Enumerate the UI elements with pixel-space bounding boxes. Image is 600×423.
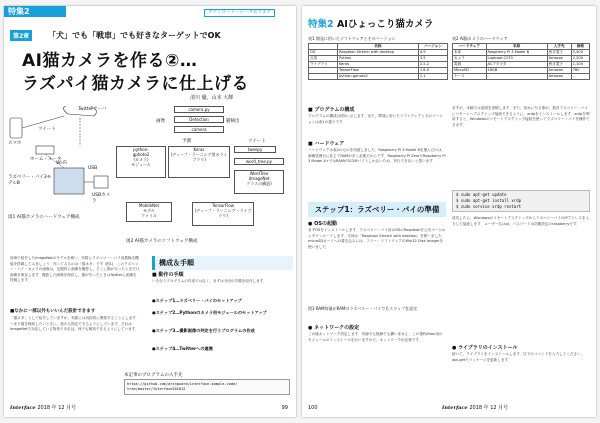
table1-caption: 表1 開発に用いたソフトウェアとそのバージョン [308,36,396,41]
table-cell: Keras [338,62,419,68]
table-header-cell: 入手先 [547,44,571,50]
config-sec1: ■ 動作の手順 [152,272,184,278]
footer-date: 2018 年 12 月号 [37,405,77,411]
table-header-cell: ハードウェア [453,44,487,50]
table-cell: ケース [453,74,487,80]
table-cell: OS [309,50,338,56]
library-text: 続いて，ライブラリをインストールします．以下のコマンドを入力してください．apt-getでパッケージを更新します． [452,352,585,362]
fig1-router-label: ホーム・ルータ [30,157,62,162]
fig2-tensorflow: TensorFlow (ディープ・ラーニング・ライブラリ) [192,202,254,226]
table-cell: 本体 [453,50,487,56]
right-feature-tag: 特集2 [308,19,334,30]
fig1-twitter-label: Twitterサーバ [78,107,107,112]
fig2-cat-detect: 猫検出 [226,119,240,124]
config-sec1-text: いきなりプログラムの作成ではなく，まずは今回の手順を紹介します． [152,279,267,283]
col2-text-2: 成功したら，WindowsのリモートデスクトップからラズベリーパイのIPアドレスを入力して接続します．ユーザー名はpi，パスワードは初期設定のraspberryです． [452,216,590,226]
table2-caption: 表2 AI猫カメラのハードウェア [452,36,508,41]
feature-band: 特集2 [4,6,66,17]
config-step4: ●ステップ4…Twitterへの連携 [152,346,213,351]
table-cell: TensorFlow [338,68,419,74]
software-table [308,43,448,80]
table-header-cell: 価格 [571,44,589,50]
table-cell: Raspberry Pi 3 Model B [486,50,547,56]
table-cell: 言語 [309,56,338,62]
fig2-wordtree-desc: WordTree (ImageNet クラスの構造) [234,170,284,194]
fig2-caption: 図2 AI猫カメラのソフトウェア構成 [126,239,198,244]
command-block [452,190,590,212]
chapter-label: 第2章 [10,30,32,41]
table-cell: 秋月電子 [547,50,571,56]
footer-left [10,404,76,411]
table-row [453,74,590,80]
figure-2 [116,106,292,252]
os-text: まずOSをインストールします．ラズベリー・パイ用のOSのRaspbianを公式ページからダウンロードします．今回は「Raspbian Stretch with desktop」を使いました．microSDカードへの書き込みには，フリー・ソフトウェアのWin32 Disk Imagerを使いました． [308,228,446,249]
table-cell: 1.1 [418,74,447,80]
magazine-logo-right: Interface [442,405,468,411]
download-tag: ダウンロード・データあります [204,9,275,17]
title-line-1: AI猫カメラを作る②… [22,51,198,71]
config-header: 構成＆手順 [152,256,293,270]
fig1-webcam-label: USBカメラ [92,193,111,204]
footer-right [442,404,508,411]
config-step2: ●ステップ2…Pythonのカメラ用モジュールのセットアップ [152,310,267,315]
phone-icon [10,118,22,138]
program-text: プログラムの構成は図2に示します．また，開発に用いたソフトウェアとそのバージョンは表1の通りです． [308,114,443,124]
raspi-board-icon [54,168,84,194]
table-cell: 3.5 [418,56,447,62]
fig1-raspi-label: ラズベリー・パイ3モデルB [8,175,52,186]
fig2-tweepy: tweepy [234,146,276,153]
title-line-2: ラズパイ猫カメラに仕上げる [22,74,249,94]
table-cell: 1,100 [571,62,589,68]
fig2-detection: Detection [174,116,224,123]
footer-date-right: 2018 年 12 月号 [469,405,509,411]
fig1-caption: 図1 AI猫カメラのハードウェア構成 [8,215,80,220]
table-cell: - [486,74,547,80]
config-step1: ●ステップ1…ラズベリー・パイのセットアップ [152,298,242,303]
author: 清川 優，山本 大輝 [190,95,234,101]
os-heading: ● OSの起動 [308,221,337,227]
library-heading: ● ライブラリのインストール [452,345,518,351]
fig2-tweet: ツイート [248,139,266,144]
fig3-caption: 図3 RAM容量がRAMのラズベリー・パイでもスワップを設定 [308,306,418,311]
table-row [309,74,448,80]
fig1-tweet-label: ツイート [38,127,56,132]
router-icon [36,146,54,154]
source-url[interactable]: https://github.com/arcnguard/interface-sample-code/ tree/master/Interface201812 [124,379,290,395]
cmd-line-2: $ sudo apt-get install xrdp [456,198,522,203]
fig2-word-tree: word_tree.py [234,158,284,165]
fig2-predict: 予測 [182,139,191,144]
table-header-cell: 名称 [338,44,419,50]
left-page [4,6,296,417]
cmd-line-1: $ sudo apt-get update [456,192,507,197]
webcam-icon [94,176,108,188]
fig2-mobilenet: MobileNet モデル ファイル [126,202,172,222]
fig1-usb-label: USB [88,166,98,171]
table-cell: - [571,74,589,80]
table-cell: Raspbian Stretch with desktop [338,50,419,56]
hardware-table [452,43,590,80]
table-cell: MicroSD [453,68,487,74]
page-number-99: 99 [281,405,288,411]
table-cell [309,74,338,80]
network-text: この後ネットワーク設定します．有線でも無線でも構いません．この後Python用のモジュールのインストールを行いますので，ネットワークが必要です． [308,332,443,342]
fig2-camera-py: camera.py [174,106,224,113]
table-cell: 2,200 [571,56,589,62]
magazine-logo: Interface [10,405,36,411]
network-heading: ● ネットワークの設定 [308,325,360,331]
table-cell: Python [338,56,419,62]
table-cell: Amazon [547,68,571,74]
fig2-python-libs: python- gphoto2 (カメラ) モジュール [116,146,166,178]
table-cell: Amazon [547,74,571,80]
right-title-text: AIひょっこり猫カメラ [336,19,434,30]
fig1-phone-label: スマホ [8,141,22,146]
table-cell: カメラ [453,56,487,62]
section-box-title: ■なかに一部以外もいいんだ設計できます [10,309,96,314]
table-cell: 2.2.2 [418,62,447,68]
table-header-cell: 名称 [486,44,547,50]
fig2-camera: camera [174,126,224,133]
table-cell: Logicool C270 [486,56,547,62]
fig2-keras: Keras (ディープ・ラーニング用のライブラリ) [168,146,230,178]
table-cell: ライブラリ [309,62,338,68]
table-cell: 秋月電子 [547,62,571,68]
table-cell: 16GB [486,68,547,74]
program-heading: ■ プログラムの構成 [308,107,355,113]
table-header-cell: バージョン [418,44,447,50]
fig1-wifi-label: Wi-Fi [56,161,67,166]
col2-text: ますが，本稿では説明を省略します．また，初めにやる事が，数音ラズベリー・パイにリモートへデスクトップ接続できるように，xrdpをインストールします．xrdpを利用すると，Windowsのリモートデスクトップ接続を使ってラズベリー・パイを操作できます． [452,106,590,127]
step1-bar: ステップ1：ラズベリー・パイの準備 [308,202,446,217]
page-number-100: 100 [308,405,318,411]
hardware-text: ハードウェアは表2のものを用意しました．Raspberry Pi 3 Model Bを選んだのは，画像処理行に応じてRAMが多く必要だからです．Raspberry Pi ZeroやRaspberry Pi 3 Model A+ではRAMが512Mバイトしかないため，実行できないと思います． [308,148,446,164]
table-cell: 電源 [453,62,487,68]
hardware-heading: ■ ハードウェア [308,141,345,147]
right-page-title [308,16,433,30]
table-cell: 5,400 [571,50,589,56]
table-cell: python-gphoto2 [338,74,419,80]
table-cell: 4.9 [418,50,447,56]
table-cell: 780 [571,68,589,74]
subtitle: 「犬」でも「戦車」でも好きなターゲットでOK [48,31,221,40]
right-page [302,6,596,417]
config-step3: ●ステップ3…撮影画像の判定を行うプログラムの作成 [152,328,255,333]
figure-1 [8,106,114,224]
cmd-line-3: $ sudo service xrdp restart [456,204,522,209]
url-label: 本記事のプログラムの入手先 [124,373,183,378]
section-box-text: 「猫ネタ」として紹介していますが，実際には汎用的に開発することにします．つまり猫を検知したいときに，他のも指定できるようにしています．それはImageNetで対応している物体であれば，何でも検知できるようにしています． [10,316,140,332]
fig2-stage: 画像 [156,119,165,124]
table-cell: Amazon [547,56,571,62]
intro-paragraph: 前章で紹介したImageNetのモデルを使い，実際にラズベリー・パイ用猫検出機能を搭載してみましょう．作ってみるのは「猫ネタ」です (図1)．このラズベリー・パイ・カメラの画像は，定期的に画像を撮影し，そこに猫が写ったときだけ画像を保存します．撮影した画像を保存し，猫が写ったときはTwitterに画像を投稿します． [10,256,140,283]
table-cell: 1.8.0 [418,68,447,74]
table-cell: ACアダプタ [486,62,547,68]
